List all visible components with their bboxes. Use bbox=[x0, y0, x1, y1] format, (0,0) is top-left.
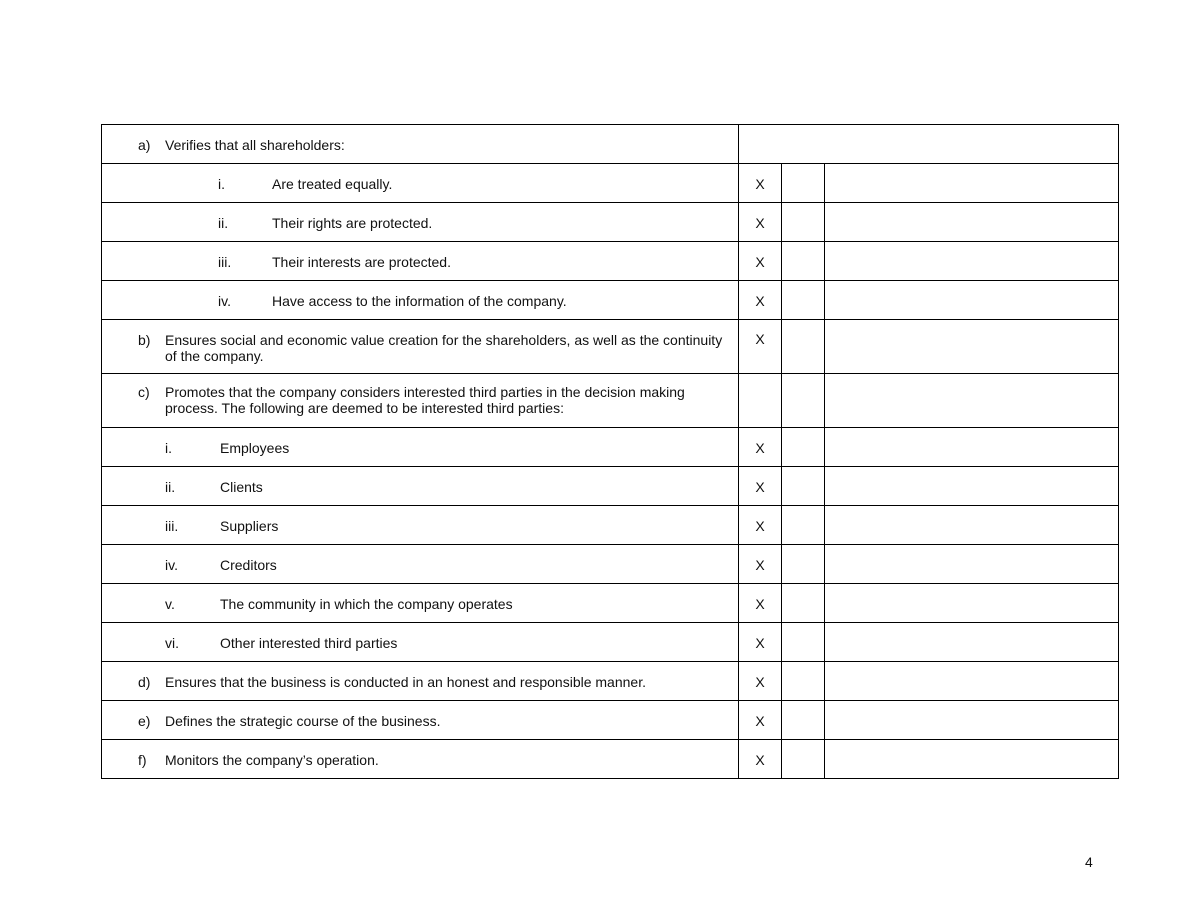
yes-cell bbox=[739, 374, 782, 428]
sub-item-text: The community in which the company operates bbox=[220, 596, 513, 612]
table-row bbox=[102, 545, 1119, 584]
check-mark: X bbox=[755, 440, 765, 456]
no-cell bbox=[782, 428, 825, 467]
no-cell bbox=[782, 164, 825, 203]
comments-cell bbox=[825, 281, 1119, 320]
yes-cell bbox=[739, 545, 782, 584]
sub-item-text: Their interests are protected. bbox=[272, 254, 451, 270]
comments-cell bbox=[825, 467, 1119, 506]
description-cell bbox=[102, 164, 739, 203]
yes-cell bbox=[739, 203, 782, 242]
description-cell bbox=[102, 125, 739, 164]
comments-cell bbox=[825, 584, 1119, 623]
comments-cell bbox=[825, 701, 1119, 740]
item-text: Defines the strategic course of the business. bbox=[165, 713, 441, 729]
table-row bbox=[102, 125, 1119, 164]
item-letter: d) bbox=[138, 674, 151, 690]
description-cell bbox=[102, 545, 739, 584]
check-mark: X bbox=[755, 713, 765, 729]
table-row bbox=[102, 242, 1119, 281]
no-cell bbox=[782, 203, 825, 242]
item-text: Monitors the company’s operation. bbox=[165, 752, 379, 768]
item-letter: e) bbox=[138, 713, 151, 729]
no-cell bbox=[782, 740, 825, 779]
comments-cell bbox=[825, 203, 1119, 242]
sub-item-number: i. bbox=[218, 176, 225, 192]
sub-item-number: ii. bbox=[218, 215, 229, 231]
yes-cell bbox=[739, 467, 782, 506]
no-cell bbox=[782, 584, 825, 623]
sub-item-number: iv. bbox=[165, 557, 178, 573]
yes-cell bbox=[739, 701, 782, 740]
check-mark: X bbox=[755, 215, 765, 231]
item-text: Promotes that the company considers interested third parties in the decision making process. The following are deemed to be interested third parties: bbox=[165, 384, 685, 416]
check-mark: X bbox=[755, 518, 765, 534]
table-row bbox=[102, 467, 1119, 506]
no-cell bbox=[782, 242, 825, 281]
description-cell bbox=[102, 740, 739, 779]
check-mark: X bbox=[755, 293, 765, 309]
table-row bbox=[102, 623, 1119, 662]
comments-cell bbox=[825, 623, 1119, 662]
check-mark: X bbox=[755, 254, 765, 270]
yes-cell bbox=[739, 740, 782, 779]
table-row bbox=[102, 281, 1119, 320]
yes-cell bbox=[739, 506, 782, 545]
sub-item-number: vi. bbox=[165, 635, 179, 651]
yes-cell bbox=[739, 281, 782, 320]
sub-item-text: Are treated equally. bbox=[272, 176, 393, 192]
sub-item-text: Have access to the information of the company. bbox=[272, 293, 567, 309]
no-cell bbox=[782, 467, 825, 506]
check-mark: X bbox=[755, 752, 765, 768]
check-mark: X bbox=[755, 596, 765, 612]
description-cell bbox=[102, 428, 739, 467]
check-mark: X bbox=[755, 479, 765, 495]
description-cell bbox=[102, 374, 739, 428]
description-cell bbox=[102, 203, 739, 242]
table-row bbox=[102, 374, 1119, 428]
description-cell bbox=[102, 662, 739, 701]
comments-cell bbox=[825, 242, 1119, 281]
comments-cell bbox=[825, 428, 1119, 467]
check-mark: X bbox=[755, 331, 765, 347]
yes-cell bbox=[739, 428, 782, 467]
description-cell bbox=[102, 701, 739, 740]
sub-item-text: Other interested third parties bbox=[220, 635, 398, 651]
table-row bbox=[102, 164, 1119, 203]
yes-cell bbox=[739, 623, 782, 662]
sub-item-text: Clients bbox=[220, 479, 263, 495]
comments-cell bbox=[825, 164, 1119, 203]
item-letter: b) bbox=[138, 332, 151, 348]
comments-cell bbox=[825, 320, 1119, 374]
page-number: 4 bbox=[1085, 854, 1093, 870]
sub-item-number: ii. bbox=[165, 479, 176, 495]
no-cell bbox=[782, 701, 825, 740]
sub-item-number: iii. bbox=[165, 518, 179, 534]
description-cell bbox=[102, 242, 739, 281]
table-row bbox=[102, 662, 1119, 701]
comments-cell bbox=[825, 740, 1119, 779]
table-row bbox=[102, 506, 1119, 545]
check-mark: X bbox=[755, 635, 765, 651]
checklist-table bbox=[101, 124, 1119, 779]
sub-item-text: Employees bbox=[220, 440, 290, 456]
table-row bbox=[102, 320, 1119, 374]
check-mark: X bbox=[755, 557, 765, 573]
yes-cell bbox=[739, 242, 782, 281]
table-row bbox=[102, 740, 1119, 779]
sub-item-number: iv. bbox=[218, 293, 231, 309]
sub-item-number: iii. bbox=[218, 254, 232, 270]
item-letter: a) bbox=[138, 137, 151, 153]
no-cell bbox=[782, 374, 825, 428]
item-letter: f) bbox=[138, 752, 147, 768]
item-text: Ensures social and economic value creation for the shareholders, as well as the continuity of the company. bbox=[165, 332, 723, 364]
sub-item-text: Their rights are protected. bbox=[272, 215, 433, 231]
comments-cell bbox=[825, 374, 1119, 428]
table-row bbox=[102, 584, 1119, 623]
description-cell bbox=[102, 281, 739, 320]
item-letter: c) bbox=[138, 384, 150, 400]
description-cell bbox=[102, 506, 739, 545]
sub-item-number: i. bbox=[165, 440, 172, 456]
no-cell bbox=[782, 545, 825, 584]
yes-cell bbox=[739, 584, 782, 623]
sub-item-text: Suppliers bbox=[220, 518, 279, 534]
item-text: Ensures that the business is conducted in an honest and responsible manner. bbox=[165, 674, 646, 690]
yes-cell bbox=[739, 320, 782, 374]
description-cell bbox=[102, 584, 739, 623]
no-cell bbox=[782, 320, 825, 374]
description-cell bbox=[102, 467, 739, 506]
no-cell bbox=[782, 506, 825, 545]
comments-cell bbox=[825, 506, 1119, 545]
table-row bbox=[102, 701, 1119, 740]
description-cell bbox=[102, 320, 739, 374]
item-text: Verifies that all shareholders: bbox=[165, 137, 345, 153]
no-cell bbox=[782, 662, 825, 701]
yes-cell bbox=[739, 164, 782, 203]
check-mark: X bbox=[755, 176, 765, 192]
merged-answer-cell bbox=[739, 125, 1119, 164]
comments-cell bbox=[825, 545, 1119, 584]
no-cell bbox=[782, 281, 825, 320]
no-cell bbox=[782, 623, 825, 662]
description-cell bbox=[102, 623, 739, 662]
check-mark: X bbox=[755, 674, 765, 690]
comments-cell bbox=[825, 662, 1119, 701]
table-row bbox=[102, 203, 1119, 242]
table-row bbox=[102, 428, 1119, 467]
sub-item-number: v. bbox=[165, 596, 175, 612]
yes-cell bbox=[739, 662, 782, 701]
sub-item-text: Creditors bbox=[220, 557, 277, 573]
